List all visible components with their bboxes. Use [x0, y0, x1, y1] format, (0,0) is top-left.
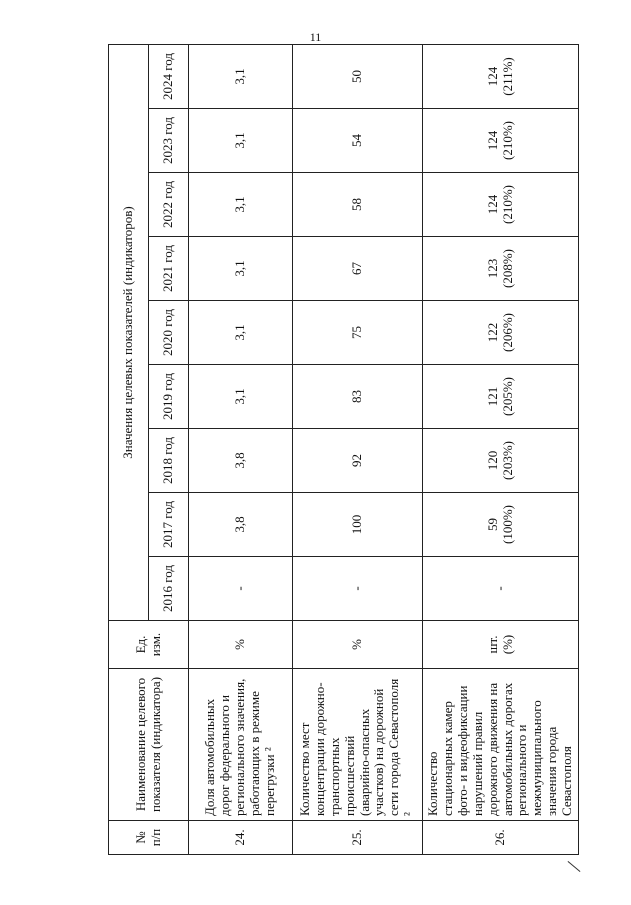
- value-cell: 3,1: [189, 44, 293, 108]
- value-cell: 75: [293, 301, 423, 365]
- value-cell: 124 (211%): [423, 44, 579, 108]
- header-row-1: [109, 44, 149, 854]
- value-cell: 83: [293, 365, 423, 429]
- value-cell: 122 (206%): [423, 301, 579, 365]
- header-year: 2024 год: [149, 44, 189, 108]
- table-row: [189, 44, 293, 854]
- value-cell: -: [293, 557, 423, 621]
- indicator-name: Доля автомобильных дорог федерального и регионального значения, работающих в режиме перегрузки ²: [189, 669, 293, 821]
- value-cell: 124 (210%): [423, 173, 579, 237]
- value-cell: 3,8: [189, 493, 293, 557]
- header-num: № п/п: [109, 821, 189, 855]
- table-row: [293, 44, 423, 854]
- header-year: 2022 год: [149, 173, 189, 237]
- row-number: 26.: [423, 821, 579, 855]
- rotated-table-container: [108, 52, 578, 855]
- value-cell: 92: [293, 429, 423, 493]
- value-cell: 120 (203%): [423, 429, 579, 493]
- header-year: 2021 год: [149, 237, 189, 301]
- value-cell: 67: [293, 237, 423, 301]
- header-year: 2020 год: [149, 301, 189, 365]
- indicator-name: Количество стационарных камер фото- и видеофиксации нарушений правил дорожного движения на автомобильных дорогах регионального и межмуниципального значения города Севастополя: [423, 669, 579, 821]
- value-cell: 3,1: [189, 109, 293, 173]
- value-cell: 3,1: [189, 173, 293, 237]
- value-cell: -: [423, 557, 579, 621]
- value-cell: 3,1: [189, 301, 293, 365]
- row-number: 25.: [293, 821, 423, 855]
- pen-mark: [568, 861, 581, 872]
- value-cell: 3,8: [189, 429, 293, 493]
- value-cell: 121 (205%): [423, 365, 579, 429]
- value-cell: 124 (210%): [423, 109, 579, 173]
- unit-cell: %: [293, 621, 423, 669]
- row-number: 24.: [189, 821, 293, 855]
- table-row: [423, 44, 579, 854]
- page-number: 11: [309, 30, 322, 44]
- header-year: 2019 год: [149, 365, 189, 429]
- header-year: 2016 год: [149, 557, 189, 621]
- indicator-name: Количество мест концентрации дорожно-транспортных происшествий (аварийно-опасных участков) на дорожной сети города Севастополя ²: [293, 669, 423, 821]
- unit-cell: шт. (%): [423, 621, 579, 669]
- header-year: 2018 год: [149, 429, 189, 493]
- header-name: Наименование целевого показателя (индикатора): [109, 669, 189, 821]
- value-cell: 3,1: [189, 237, 293, 301]
- value-cell: 59 (100%): [423, 493, 579, 557]
- header-year: 2017 год: [149, 493, 189, 557]
- target-indicators-table: [108, 44, 579, 855]
- header-unit: Ед. изм.: [109, 621, 189, 669]
- value-cell: 58: [293, 173, 423, 237]
- value-cell: 100: [293, 493, 423, 557]
- value-cell: 3,1: [189, 365, 293, 429]
- unit-cell: %: [189, 621, 293, 669]
- value-cell: 50: [293, 44, 423, 108]
- header-values-group: Значения целевых показателей (индикаторов): [109, 44, 149, 620]
- value-cell: 54: [293, 109, 423, 173]
- header-year: 2023 год: [149, 109, 189, 173]
- value-cell: 123 (208%): [423, 237, 579, 301]
- value-cell: -: [189, 557, 293, 621]
